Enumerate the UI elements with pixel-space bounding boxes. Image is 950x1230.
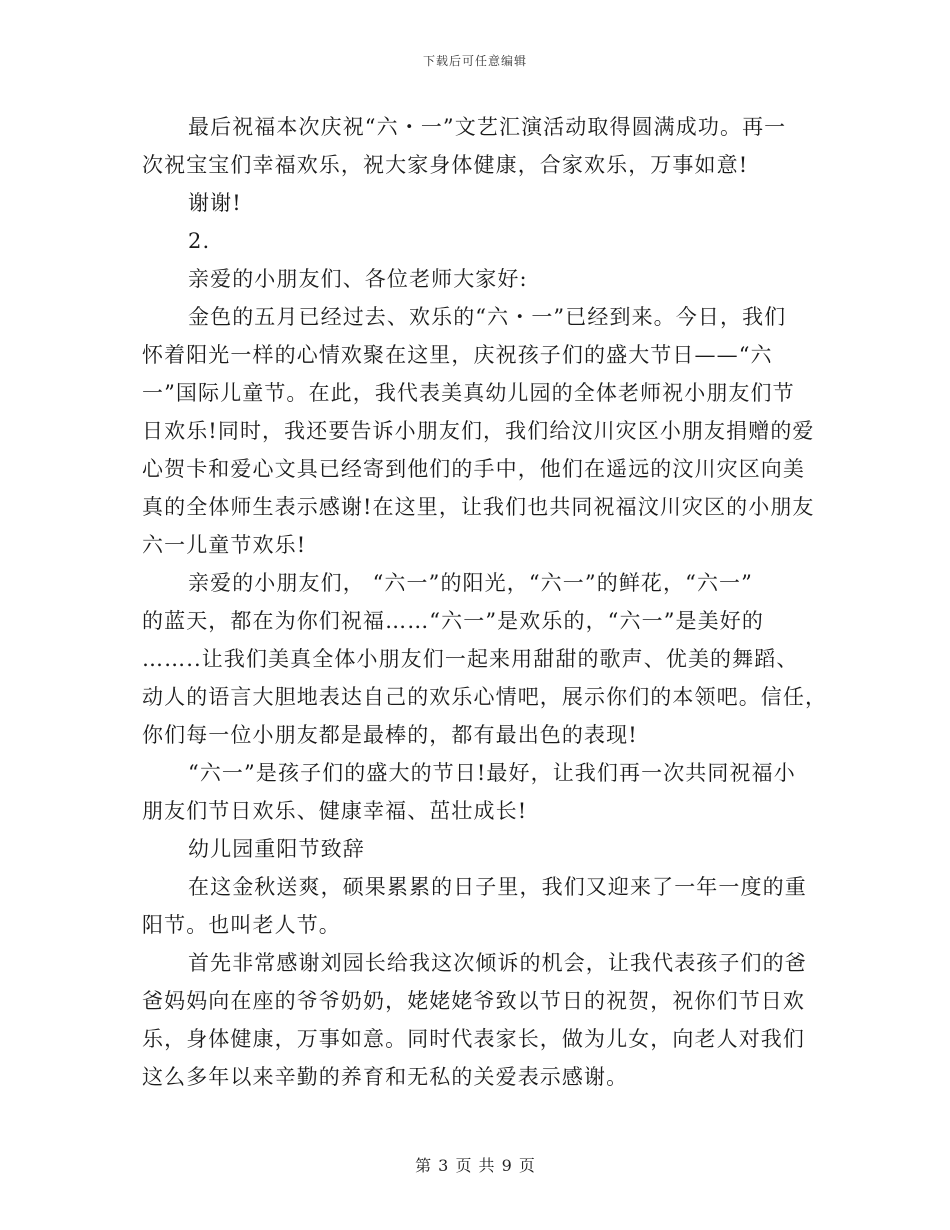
text-line: 2.	[188, 229, 211, 253]
text-line: 亲爱的小朋友们、各位老师大家好:	[188, 267, 528, 291]
text-line: 六一儿童节欢乐!	[142, 533, 307, 557]
text-line: 心贺卡和爱心文具已经寄到他们的手中，他们在遥远的汶川灾区向美	[142, 457, 805, 481]
text-line: 你们每一位小朋友都是最棒的，都有最出色的表现!	[142, 723, 638, 747]
text-line: 这么多年以来辛勤的养育和无私的关爱表示感谢。	[142, 1065, 629, 1089]
text-line: 怀着阳光一样的心情欢聚在这里，庆祝孩子们的盛大节日——“六	[142, 343, 773, 367]
text-line: 在这金秋送爽，硕果累累的日子里，我们又迎来了一年一度的重	[188, 875, 807, 899]
text-line: 日欢乐!同时，我还要告诉小朋友们，我们给汶川灾区小朋友捐赠的爱	[142, 419, 815, 443]
text-line: 真的全体师生表示感谢!在这里，让我们也共同祝福汶川灾区的小朋友	[142, 495, 815, 519]
text-line: 首先非常感谢刘园长给我这次倾诉的机会，让我代表孩子们的爸	[188, 951, 807, 975]
text-line: 亲爱的小朋友们， “六一”的阳光，“六一”的鲜花，“六一”	[188, 571, 753, 595]
text-line: 乐，身体健康，万事如意。同时代表家长，做为儿女，向老人对我们	[142, 1027, 805, 1051]
text-line: 谢谢!	[188, 191, 242, 215]
text-line: 最后祝福本次庆祝“六・一”文艺汇演活动取得圆满成功。再一	[188, 115, 787, 139]
text-line: ……..让我们美真全体小朋友们一起来用甜甜的歌声、优美的舞蹈、	[142, 647, 799, 671]
document-body	[142, 108, 828, 1096]
text-line: 阳节。也叫老人节。	[142, 913, 341, 937]
text-line: 幼儿园重阳节致辞	[188, 837, 365, 861]
text-line: “六一”是孩子们的盛大的节日!最好，让我们再一次共同祝福小	[188, 761, 796, 785]
page-footer: 第 3 页 共 9 页	[415, 1156, 535, 1175]
text-line: 金色的五月已经过去、欢乐的“六・一”已经到来。今日，我们	[188, 305, 787, 329]
text-line: 一”国际儿童节。在此，我代表美真幼儿园的全体老师祝小朋友们节	[142, 381, 795, 405]
text-line: 动人的语言大胆地表达自己的欢乐心情吧，展示你们的本领吧。信任，	[142, 685, 828, 709]
text-line: 爸妈妈向在座的爷爷奶奶，姥姥姥爷致以节日的祝贺，祝你们节日欢	[142, 989, 805, 1013]
page-header: 下载后可任意编辑	[422, 54, 527, 68]
text-line: 次祝宝宝们幸福欢乐，祝大家身体健康，合家欢乐，万事如意!	[142, 153, 749, 177]
text-line: 朋友们节日欢乐、健康幸福、茁壮成长!	[142, 799, 528, 823]
text-line: 的蓝天，都在为你们祝福……“六一”是欢乐的，“六一”是美好的	[142, 609, 764, 633]
